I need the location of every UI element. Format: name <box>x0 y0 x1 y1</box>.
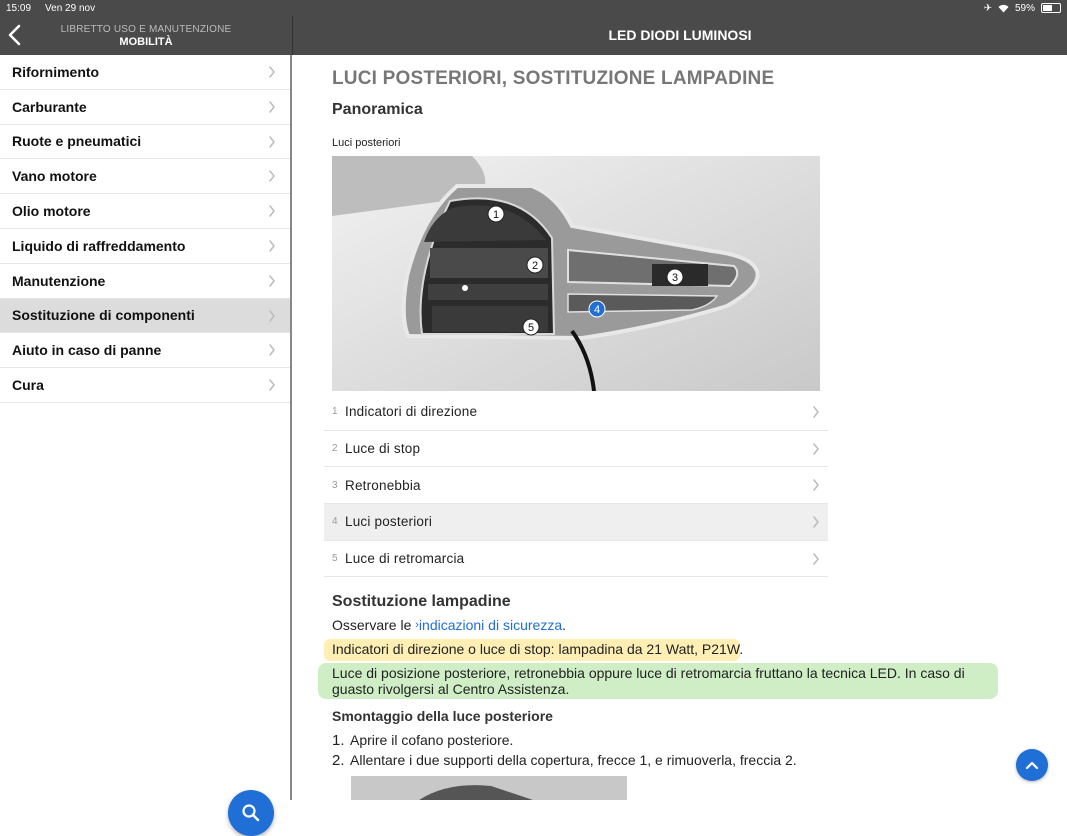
status-date: Ven 29 nov <box>45 2 96 14</box>
part-label: Indicatori di direzione <box>345 404 478 420</box>
sidebar-item[interactable] <box>0 368 290 403</box>
sidebar-item[interactable] <box>0 159 290 194</box>
chevron-right-icon <box>268 170 276 182</box>
sidebar-item[interactable] <box>0 194 290 229</box>
steps-list <box>332 732 797 772</box>
sidebar-item-label: Liquido di raffreddamento <box>12 237 186 254</box>
content-heading: LUCI POSTERIORI, SOSTITUZIONE LAMPADINE <box>332 68 775 89</box>
second-figure <box>351 776 627 800</box>
sidebar-item-label: Rifornimento <box>12 63 100 80</box>
status-bar <box>0 0 1067 16</box>
sidebar-item-label: Sostituzione di componenti <box>12 307 195 324</box>
airplane-icon: ✈ <box>983 2 992 14</box>
figure-marker <box>589 301 605 317</box>
part-row[interactable] <box>324 431 828 468</box>
part-row[interactable] <box>324 504 828 541</box>
wifi-icon <box>998 4 1009 13</box>
content-subheading: Panoramica <box>332 101 423 118</box>
figure-marker-label: 5 <box>527 322 535 334</box>
sidebar-item-label: Vano motore <box>12 168 97 185</box>
nav-section: MOBILITÀ <box>119 36 173 48</box>
chevron-right-icon <box>268 310 276 322</box>
chevron-right-icon <box>268 240 276 252</box>
part-number: 2 <box>332 443 338 455</box>
chevron-right-icon <box>812 553 820 565</box>
chevron-right-icon <box>268 136 276 148</box>
observe-prefix: Osservare le <box>332 617 416 633</box>
sidebar-item-label: Manutenzione <box>12 272 106 289</box>
chevron-right-icon <box>812 516 820 528</box>
sidebar-item[interactable] <box>0 125 290 160</box>
sidebar-list <box>0 55 290 403</box>
chevron-right-icon <box>268 379 276 391</box>
figure-marker-label: 4 <box>593 304 601 316</box>
scroll-top-button[interactable] <box>1016 749 1048 781</box>
figure-marker <box>523 319 539 335</box>
step-item <box>332 752 797 772</box>
bulb-spec-text: Indicatori di direzione o luce di stop: lampadina da 21 Watt, P21W. <box>332 641 744 657</box>
sidebar-item[interactable] <box>0 264 290 299</box>
step-text: Aprire il cofano posteriore. <box>350 732 514 748</box>
nav-subtitle: LIBRETTO USO E MANUTENZIONE <box>60 24 232 35</box>
sidebar-item-label: Cura <box>12 377 44 394</box>
figure-marker <box>488 206 504 222</box>
part-label: Luci posteriori <box>345 514 433 530</box>
search-icon <box>241 803 261 823</box>
part-label: Retronebbia <box>345 477 421 493</box>
sidebar-item-label: Aiuto in caso di panne <box>12 342 162 359</box>
sidebar <box>0 55 292 800</box>
link-chevron-icon: › <box>415 619 419 631</box>
chevron-right-icon <box>268 344 276 356</box>
nav-left <box>0 16 292 55</box>
battery-percent: 59% <box>1014 2 1035 14</box>
safety-link[interactable] <box>415 617 562 633</box>
section-title: Sostituzione lampadine <box>332 593 511 610</box>
part-number: 4 <box>332 516 338 528</box>
led-info-text: Luce di posizione posteriore, retronebbia oppure luce di retromarcia fruttano la tecnica LED. In caso di guasto rivolgersi al Centro Assistenza. <box>332 665 965 697</box>
sidebar-item-label: Olio motore <box>12 203 91 220</box>
chevron-up-icon <box>1025 760 1039 770</box>
chevron-right-icon <box>268 275 276 287</box>
sidebar-item-label: Ruote e pneumatici <box>12 133 142 150</box>
part-number: 1 <box>332 406 338 418</box>
figure-marker-label: 1 <box>492 209 500 221</box>
observe-suffix: . <box>562 617 566 633</box>
tail-light-figure <box>332 156 820 391</box>
figure-marker-label: 3 <box>671 272 679 284</box>
sidebar-item-label: Carburante <box>12 98 87 115</box>
part-label: Luce di stop <box>345 441 421 457</box>
sidebar-item[interactable] <box>0 299 290 334</box>
part-number: 5 <box>332 553 338 565</box>
step-item <box>332 732 797 752</box>
part-row[interactable] <box>324 467 828 504</box>
figure-marker <box>667 269 683 285</box>
chevron-right-icon <box>812 406 820 418</box>
part-row[interactable] <box>324 541 828 578</box>
battery-icon <box>1041 3 1061 13</box>
disassembly-title: Smontaggio della luce posteriore <box>332 708 553 724</box>
step-number: 1. <box>332 732 345 749</box>
sidebar-item[interactable] <box>0 90 290 125</box>
sidebar-item[interactable] <box>0 55 290 90</box>
part-label: Luce di retromarcia <box>345 551 465 567</box>
part-number: 3 <box>332 479 338 491</box>
chevron-right-icon <box>268 101 276 113</box>
status-time: 15:09 <box>6 2 32 14</box>
page-title: LED DIODI LUMINOSI <box>608 27 752 43</box>
step-text: Allentare i due supporti della copertura, frecce 1, e rimuoverla, freccia 2. <box>350 752 797 768</box>
nav-bar <box>0 16 1067 55</box>
parts-list <box>324 394 828 577</box>
observe-paragraph <box>332 617 566 633</box>
sidebar-item[interactable] <box>0 333 290 368</box>
safety-link-label: indicazioni di sicurezza <box>418 617 563 633</box>
figure-caption: Luci posteriori <box>332 137 401 149</box>
part-row[interactable] <box>324 394 828 431</box>
search-button[interactable] <box>228 790 274 836</box>
battery-fill <box>1043 5 1052 11</box>
chevron-right-icon <box>268 205 276 217</box>
second-figure-illustration <box>351 776 627 800</box>
status-right <box>984 3 1061 14</box>
chevron-right-icon <box>812 479 820 491</box>
content-pane <box>294 55 1067 800</box>
step-number: 2. <box>332 752 345 769</box>
figure-marker <box>527 257 543 273</box>
sidebar-item[interactable] <box>0 229 290 264</box>
chevron-right-icon <box>812 443 820 455</box>
tail-light-illustration <box>332 156 820 391</box>
chevron-right-icon <box>268 66 276 78</box>
figure-marker-label: 2 <box>531 260 539 272</box>
